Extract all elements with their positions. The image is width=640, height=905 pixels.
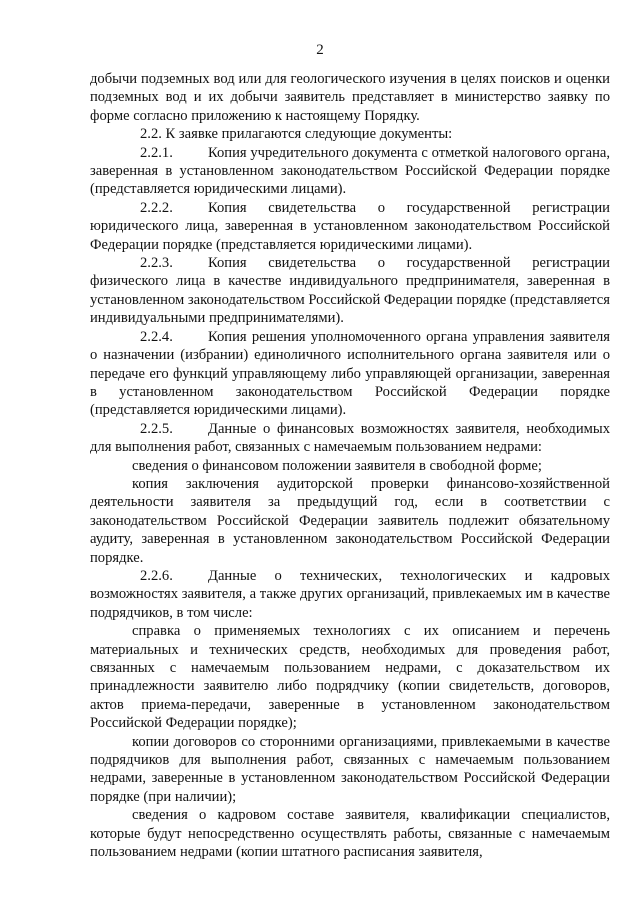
clause-number: 2.2.5.	[140, 420, 173, 437]
list-item-financial-info: сведения о финансовом положении заявителя в свободной форме;	[132, 457, 542, 474]
paragraph-2-2-5: 2.2.5. Данные о финансовых возможностях заявителя, необходимых для выполнения работ, связанных с намечаемым пользованием недрами:	[90, 420, 610, 456]
document-body	[90, 70, 610, 861]
page-number: 2	[316, 42, 324, 58]
clause-number: 2.2.6.	[140, 567, 173, 584]
paragraph-2-2-6: 2.2.6. Данные о технических, технологических и кадровых возможностях заявителя, а также других организаций, привлекаемых им в качестве подрядчиков, в том числе:	[90, 567, 610, 621]
list-item-audit-copy: копия заключения аудиторской проверки финансово-хозяйственной деятельности заявителя за предыдущий год, если в соответствии с законодательством Российской Федерации заявитель подлежит обязательному аудиту, заверенная в установленном законодательством Российской Федерации порядке.	[90, 475, 610, 566]
clause-number: 2.2.2.	[140, 199, 173, 216]
paragraph-2-2-1: 2.2.1. Копия учредительного документа с отметкой налогового органа, заверенная в установленном законодательством Российской Федерации порядке (представляется юридическими лицами).	[90, 144, 610, 198]
clause-number: 2.2.3.	[140, 255, 173, 272]
clause-number: 2.2.4.	[140, 328, 173, 345]
paragraph-2-2-2: 2.2.2. Копия свидетельства о государственной регистрации юридического лица, заверенная в установленном законодательством Российской Федерации порядке (представляется юридическими лицами).	[90, 199, 610, 253]
paragraph-2-2-3: 2.2.3. Копия свидетельства о государственной регистрации физического лица в качестве индивидуального предпринимателя, заверенная в установленном законодательством Российской Федерации порядке (представляется индивидуальными предпринимателями).	[90, 255, 610, 327]
list-item-staff-info: сведения о кадровом составе заявителя, квалификации специалистов, которые будут непосредственно осуществлять работы, связанные с намечаемым пользованием недрами (копии штатного расписания заявителя,	[90, 807, 610, 861]
clause-number: 2.2.1.	[140, 144, 173, 161]
list-item-contract-copies: копии договоров со сторонними организациями, привлекаемыми в качестве подрядчиков для выполнения работ, связанных с намечаемым пользованием недрами, заверенные в установленном законодательством Российской Федерации порядке (при наличии);	[90, 733, 610, 805]
paragraph-2-2-4: 2.2.4. Копия решения уполномоченного органа управления заявителя о назначении (избрании) единоличного исполнительного органа заявителя или о передаче его функций управляющему либо управляющей организации, заверенная в установленном законодательством Российской Федерации порядке (представляется юридическими лицами).	[90, 328, 610, 419]
paragraph-continuation: добычи подземных вод или для геологического изучения в целях поисков и оценки подземных вод и их добычи заявитель представляет в министерство заявку по форме согласно приложению к настоящему Порядку.	[90, 71, 610, 124]
list-item-technology-reference: справка о применяемых технологиях с их описанием и перечень материальных и технических средств, необходимых для проведения работ, связанных с намечаемым пользованием недрами, с доказательством их принадлежности заявителю либо подрядчику (копии свидетельств, договоров, актов приема-передачи, заверенные в установленном законодательством Российской Федерации порядке);	[90, 623, 610, 732]
paragraph-2-2: 2.2. К заявке прилагаются следующие документы:	[140, 126, 453, 143]
